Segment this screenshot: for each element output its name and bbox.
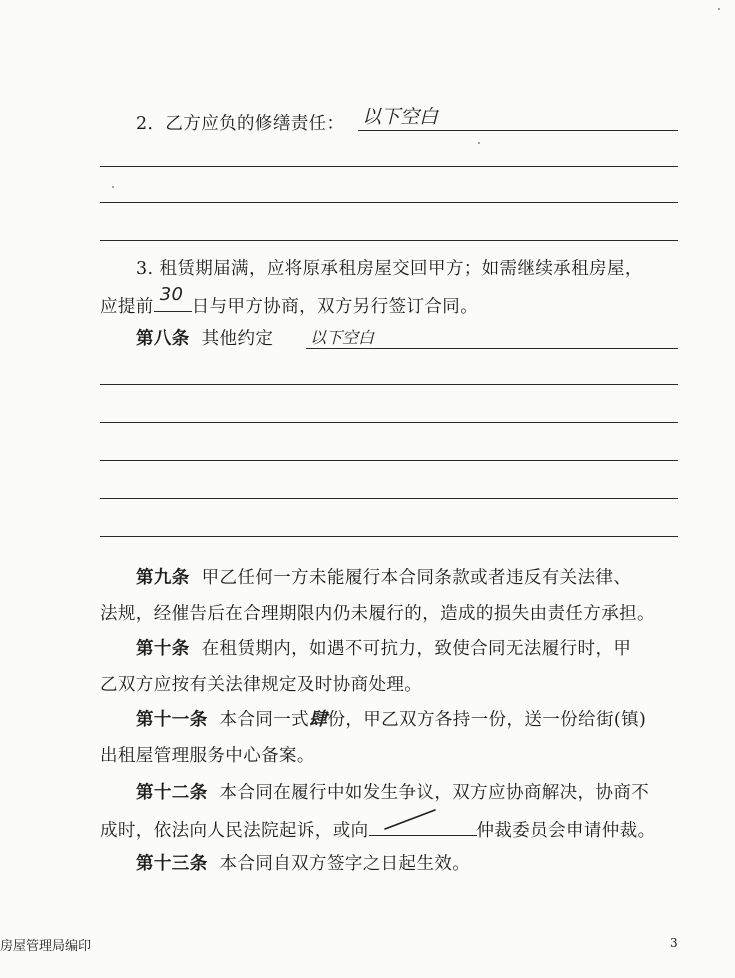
fill-line bbox=[100, 460, 678, 461]
clause12-text1: 本合同在履行中如发生争议，双方应协商解决，协商不 bbox=[219, 783, 650, 803]
clause8-text: 其他约定 bbox=[201, 329, 274, 349]
clause12-text2-pre: 成时，依法向人民法院起诉，或向 bbox=[100, 821, 369, 841]
scan-speck bbox=[478, 142, 480, 144]
clause10-text1: 在租赁期内，如遇不可抗力，致使合同无法履行时，甲 bbox=[201, 639, 632, 659]
clause7-item3-prefix: 应提前 bbox=[100, 297, 154, 317]
clause9-label: 第九条 bbox=[136, 568, 190, 588]
clause12-line1 bbox=[136, 781, 649, 805]
clause11-line1 bbox=[136, 708, 646, 732]
clause7-item3-line1: 3. 租赁期届满，应将原承租房屋交回甲方；如需继续承租房屋， bbox=[136, 259, 643, 279]
fill-line bbox=[100, 202, 678, 203]
clause11-text-pre: 本合同一式 bbox=[219, 710, 310, 730]
fill-line bbox=[100, 240, 678, 241]
clause9-line1 bbox=[136, 566, 631, 590]
handwritten-blank-note: 以下空白 bbox=[362, 106, 439, 128]
clause11-label: 第十一条 bbox=[136, 710, 208, 730]
clause11-text-post: 份，甲乙双方各持一份，送一份给街(镇) bbox=[327, 710, 647, 730]
clause11-line2: 出租屋管理服务中心备案。 bbox=[100, 746, 315, 766]
clause7-item3-suffix: 日与甲方协商，双方另行签订合同。 bbox=[191, 297, 479, 317]
clause7-item2-text: 2．乙方应负的修缮责任： bbox=[136, 114, 345, 134]
clause10-line2: 乙双方应按有关法律规定及时协商处理。 bbox=[100, 675, 423, 695]
scan-speck bbox=[718, 8, 720, 10]
clause12-label: 第十二条 bbox=[136, 783, 208, 803]
handwritten-slash-mark bbox=[381, 807, 441, 833]
clause8-label: 第八条 bbox=[136, 329, 190, 349]
clause9-line2: 法规，经催告后在合理期限内仍未履行的，造成的损失由责任方承担。 bbox=[100, 604, 655, 624]
clause10-label: 第十条 bbox=[136, 639, 190, 659]
fill-line bbox=[100, 422, 678, 423]
clause10-line1 bbox=[136, 637, 631, 661]
handwritten-blank-note: 以下空白 bbox=[310, 328, 375, 347]
clause13-label: 第十三条 bbox=[136, 854, 208, 874]
fill-line bbox=[100, 166, 678, 167]
scan-speck bbox=[112, 186, 114, 188]
fill-line bbox=[100, 498, 678, 499]
clause8-heading bbox=[136, 327, 273, 351]
fill-line bbox=[306, 348, 678, 349]
fill-line bbox=[358, 130, 678, 131]
fill-line bbox=[100, 384, 678, 385]
clause7-item3-line2 bbox=[100, 284, 479, 319]
page-number: 3 bbox=[670, 936, 678, 950]
fill-line bbox=[100, 536, 678, 537]
clause12-text2-post: 仲裁委员会申请仲裁。 bbox=[476, 821, 656, 841]
clause9-text1: 甲乙任何一方未能履行本合同条款或者违反有关法律、 bbox=[201, 568, 632, 588]
clause13-line bbox=[136, 852, 470, 876]
clause13-text: 本合同自双方签字之日起生效。 bbox=[219, 854, 471, 874]
days-blank bbox=[154, 284, 192, 312]
footer-publisher: 房屋管理局编印 bbox=[0, 939, 92, 954]
handwritten-days: 30 bbox=[159, 284, 184, 305]
clause7-item2 bbox=[136, 112, 344, 136]
arbitration-blank bbox=[369, 817, 477, 836]
handwritten-copy-count: 肆 bbox=[309, 709, 328, 730]
clause12-line2 bbox=[100, 817, 656, 843]
